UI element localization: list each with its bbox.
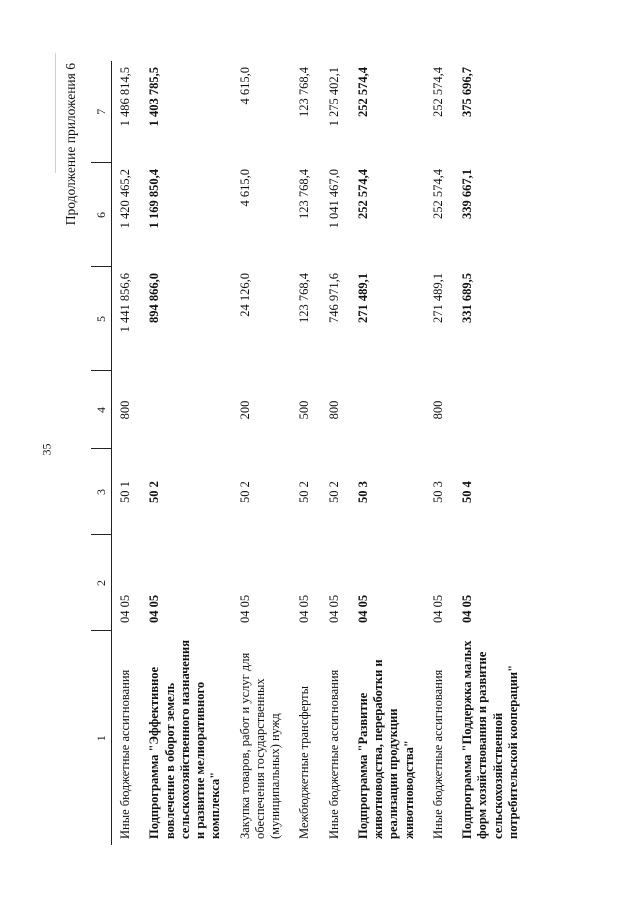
column-header-2: 2 <box>91 535 112 631</box>
expense-type-code <box>141 371 231 449</box>
row-name: Иные бюджетные ассигнования <box>326 669 341 839</box>
column-header-4: 4 <box>91 371 112 449</box>
amount-col7: 252 574,4 <box>355 66 370 117</box>
budget-table <box>91 61 529 845</box>
row-name: Подпрограмма "Развитие животноводства, переработки и реализации продукции животноводства" <box>355 658 416 839</box>
column-header-5: 5 <box>91 267 112 371</box>
program-code: 50 2 <box>237 480 252 503</box>
amount-col5: 271 489,1 <box>355 272 370 323</box>
table-row <box>425 61 454 845</box>
row-name: Межбюджетные трансферты <box>297 685 312 839</box>
expense-type-code <box>350 371 425 449</box>
amount-col7: 1 403 785,5 <box>147 66 162 126</box>
expense-type-code: 500 <box>297 400 312 419</box>
amount-col6: 1 169 850,4 <box>147 168 162 228</box>
amount-col7: 252 574,4 <box>430 66 445 117</box>
amount-col5: 1 441 856,6 <box>118 272 132 332</box>
section-code: 04 05 <box>355 594 370 623</box>
table-row-subprogram <box>141 61 231 845</box>
column-header-3: 3 <box>91 449 112 535</box>
amount-col5: 123 768,4 <box>297 272 312 323</box>
amount-col6: 123 768,4 <box>297 168 312 219</box>
program-code: 50 2 <box>147 480 162 503</box>
column-header-6: 6 <box>91 163 112 267</box>
column-number-row <box>91 61 112 845</box>
row-name: Подпрограмма "Поддержка малых форм хозяйствования и развитие сельскохозяйственной потребительской кооперации" <box>460 640 520 839</box>
amount-col7: 1 275 402,1 <box>326 66 341 126</box>
amount-col6: 1 420 465,2 <box>118 168 132 228</box>
table-row <box>321 61 350 845</box>
amount-col5: 894 866,0 <box>147 272 162 323</box>
section-code: 04 05 <box>237 594 252 623</box>
row-name: Иные бюджетные ассигнования <box>430 669 445 839</box>
program-code: 50 1 <box>118 480 132 503</box>
row-name: Иные бюджетные ассигнования <box>118 669 132 839</box>
program-code: 50 4 <box>460 480 474 503</box>
row-name: Закупка товаров, работ и услуг для обеспечения государственных (муниципальных) нужд <box>237 652 282 839</box>
amount-col5: 746 971,6 <box>326 272 341 323</box>
appendix-continuation-note: Продолжение приложения 6 <box>63 62 78 225</box>
amount-col5: 271 489,1 <box>430 272 445 323</box>
amount-col5: 331 689,5 <box>460 272 474 323</box>
program-code: 50 3 <box>430 480 445 503</box>
table-row <box>232 61 292 845</box>
expense-type-code: 200 <box>237 400 252 419</box>
section-code: 04 05 <box>118 594 132 623</box>
section-code: 04 05 <box>460 594 474 623</box>
column-header-7: 7 <box>91 61 112 163</box>
column-header-1: 1 <box>91 631 112 845</box>
page-number: 35 <box>39 443 54 456</box>
amount-col7: 123 768,4 <box>297 66 312 117</box>
expense-type-code: 800 <box>326 400 341 419</box>
table-row-subprogram <box>454 61 529 845</box>
expense-type-code <box>454 371 529 449</box>
program-code: 50 3 <box>355 480 370 503</box>
row-name: Подпрограмма "Эффективное вовлечение в оборот земель сельскохозяйственного назначения и развитие мелиоративного комплекса" <box>147 639 223 839</box>
amount-col6: 252 574,4 <box>430 168 445 219</box>
section-code: 04 05 <box>430 594 445 623</box>
amount-col6: 4 615,0 <box>237 168 252 206</box>
amount-col5: 24 126,0 <box>237 272 252 317</box>
amount-col7: 375 696,7 <box>460 66 474 117</box>
table-row-subprogram <box>350 61 425 845</box>
amount-col7: 1 486 814,5 <box>118 66 132 126</box>
expense-type-code: 800 <box>430 400 445 419</box>
amount-col6: 339 667,1 <box>460 168 474 219</box>
section-code: 04 05 <box>147 594 162 623</box>
amount-col6: 252 574,4 <box>355 168 370 219</box>
program-code: 50 2 <box>326 480 341 503</box>
section-code: 04 05 <box>326 594 341 623</box>
expense-type-code: 800 <box>118 400 132 419</box>
rotated-sheet <box>55 53 585 853</box>
program-code: 50 2 <box>297 480 312 503</box>
table-row <box>112 61 142 845</box>
table-row <box>291 61 320 845</box>
section-code: 04 05 <box>297 594 312 623</box>
scan-edge-mark <box>55 53 56 173</box>
amount-col7: 4 615,0 <box>237 66 252 104</box>
amount-col6: 1 041 467,0 <box>326 168 341 228</box>
